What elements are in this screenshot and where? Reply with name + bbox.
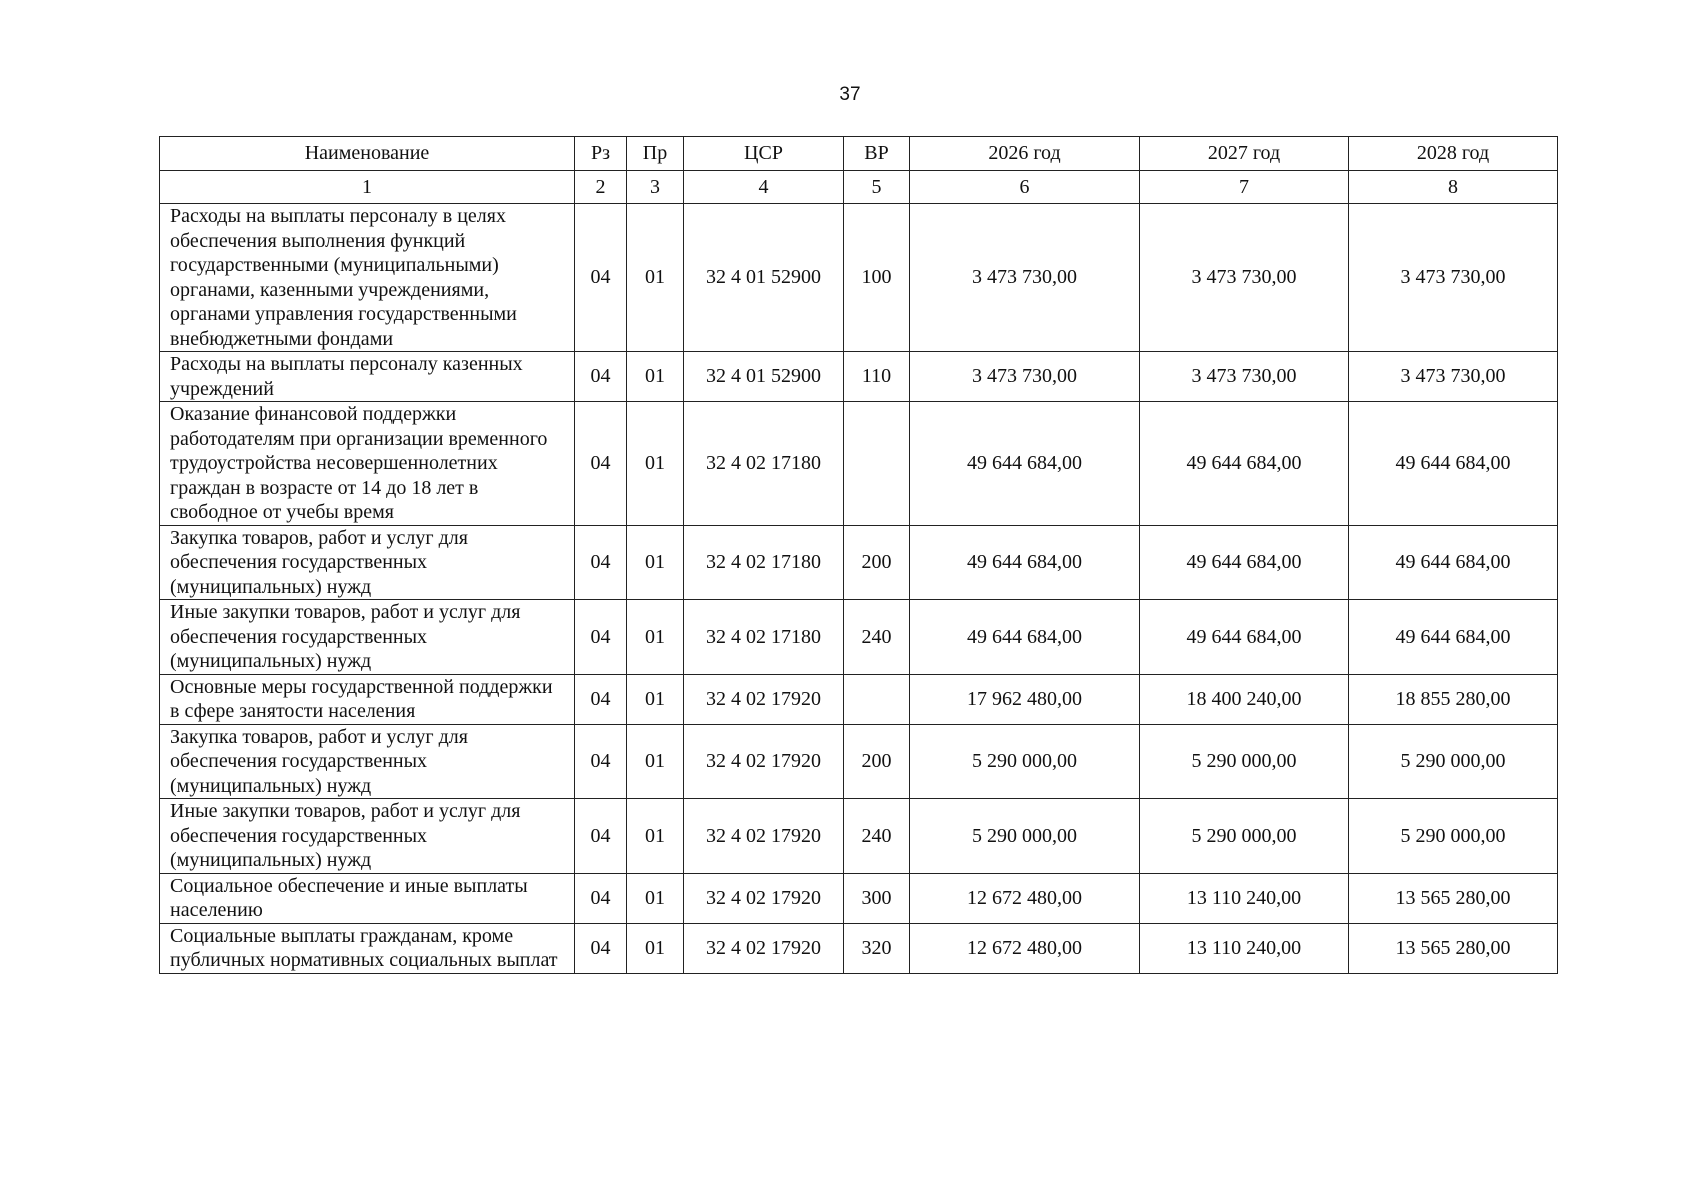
row-2026: 17 962 480,00 — [910, 674, 1140, 724]
row-rz: 04 — [575, 525, 627, 600]
row-csr: 32 4 02 17180 — [684, 600, 844, 675]
row-vr — [844, 674, 910, 724]
row-2028: 49 644 684,00 — [1349, 402, 1558, 526]
table-row — [160, 799, 1558, 874]
row-2028: 5 290 000,00 — [1349, 724, 1558, 799]
row-2028: 18 855 280,00 — [1349, 674, 1558, 724]
row-rz: 04 — [575, 600, 627, 675]
column-number: 4 — [684, 171, 844, 204]
page-number: 37 — [839, 84, 861, 105]
table-row — [160, 923, 1558, 973]
row-name: Социальное обеспечение и иные выплаты населению — [160, 873, 575, 923]
row-name: Иные закупки товаров, работ и услуг для обеспечения государственных (муниципальных) нужд — [160, 600, 575, 675]
row-2027: 5 290 000,00 — [1140, 799, 1349, 874]
column-number-row — [160, 171, 1558, 204]
row-name: Основные меры государственной поддержки в сфере занятости населения — [160, 674, 575, 724]
row-2027: 13 110 240,00 — [1140, 873, 1349, 923]
row-csr: 32 4 01 52900 — [684, 204, 844, 352]
row-2026: 12 672 480,00 — [910, 873, 1140, 923]
row-2026: 5 290 000,00 — [910, 724, 1140, 799]
header-csr: ЦСР — [684, 137, 844, 171]
row-vr: 240 — [844, 600, 910, 675]
row-rz: 04 — [575, 204, 627, 352]
header-rz: Рз — [575, 137, 627, 171]
column-number: 3 — [627, 171, 684, 204]
table-row — [160, 724, 1558, 799]
row-name: Расходы на выплаты персоналу в целях обеспечения выполнения функций государственными (муниципальными) органами, казенными учреждениями, органами управления государственными внебюджетными фондами — [160, 204, 575, 352]
row-vr: 100 — [844, 204, 910, 352]
row-pr: 01 — [627, 724, 684, 799]
row-rz: 04 — [575, 352, 627, 402]
row-vr: 200 — [844, 525, 910, 600]
row-2027: 49 644 684,00 — [1140, 402, 1349, 526]
row-2027: 3 473 730,00 — [1140, 204, 1349, 352]
column-number: 8 — [1349, 171, 1558, 204]
header-2028: 2028 год — [1349, 137, 1558, 171]
row-2028: 3 473 730,00 — [1349, 352, 1558, 402]
column-number: 5 — [844, 171, 910, 204]
row-2028: 49 644 684,00 — [1349, 525, 1558, 600]
table-row — [160, 204, 1558, 352]
row-pr: 01 — [627, 674, 684, 724]
row-pr: 01 — [627, 873, 684, 923]
row-vr: 320 — [844, 923, 910, 973]
row-pr: 01 — [627, 402, 684, 526]
row-2027: 49 644 684,00 — [1140, 525, 1349, 600]
row-csr: 32 4 02 17920 — [684, 799, 844, 874]
row-2028: 5 290 000,00 — [1349, 799, 1558, 874]
row-2028: 13 565 280,00 — [1349, 923, 1558, 973]
header-2026: 2026 год — [910, 137, 1140, 171]
row-rz: 04 — [575, 402, 627, 526]
table-row — [160, 674, 1558, 724]
row-name: Закупка товаров, работ и услуг для обеспечения государственных (муниципальных) нужд — [160, 724, 575, 799]
row-rz: 04 — [575, 799, 627, 874]
row-2027: 13 110 240,00 — [1140, 923, 1349, 973]
row-pr: 01 — [627, 600, 684, 675]
header-pr: Пр — [627, 137, 684, 171]
row-2026: 3 473 730,00 — [910, 204, 1140, 352]
row-2027: 49 644 684,00 — [1140, 600, 1349, 675]
row-2027: 18 400 240,00 — [1140, 674, 1349, 724]
row-pr: 01 — [627, 204, 684, 352]
row-name: Иные закупки товаров, работ и услуг для обеспечения государственных (муниципальных) нужд — [160, 799, 575, 874]
row-name: Социальные выплаты гражданам, кроме публичных нормативных социальных выплат — [160, 923, 575, 973]
row-csr: 32 4 02 17920 — [684, 923, 844, 973]
row-pr: 01 — [627, 923, 684, 973]
row-csr: 32 4 02 17180 — [684, 525, 844, 600]
header-2027: 2027 год — [1140, 137, 1349, 171]
row-vr — [844, 402, 910, 526]
row-csr: 32 4 02 17920 — [684, 724, 844, 799]
row-vr: 110 — [844, 352, 910, 402]
table-row — [160, 352, 1558, 402]
column-number: 2 — [575, 171, 627, 204]
row-csr: 32 4 01 52900 — [684, 352, 844, 402]
table-row — [160, 402, 1558, 526]
row-rz: 04 — [575, 923, 627, 973]
row-csr: 32 4 02 17920 — [684, 674, 844, 724]
header-name: Наименование — [160, 137, 575, 171]
row-csr: 32 4 02 17920 — [684, 873, 844, 923]
row-2026: 3 473 730,00 — [910, 352, 1140, 402]
row-2027: 3 473 730,00 — [1140, 352, 1349, 402]
row-name: Закупка товаров, работ и услуг для обеспечения государственных (муниципальных) нужд — [160, 525, 575, 600]
header-vr: ВР — [844, 137, 910, 171]
row-vr: 300 — [844, 873, 910, 923]
row-rz: 04 — [575, 873, 627, 923]
row-2028: 3 473 730,00 — [1349, 204, 1558, 352]
row-2028: 49 644 684,00 — [1349, 600, 1558, 675]
row-2026: 12 672 480,00 — [910, 923, 1140, 973]
row-2026: 49 644 684,00 — [910, 525, 1140, 600]
column-number: 1 — [160, 171, 575, 204]
table-row — [160, 525, 1558, 600]
row-vr: 240 — [844, 799, 910, 874]
row-2026: 49 644 684,00 — [910, 402, 1140, 526]
table-row — [160, 873, 1558, 923]
row-name: Оказание финансовой поддержки работодателям при организации временного трудоустройства несовершеннолетних граждан в возрасте от 14 до 18 лет в свободное от учебы время — [160, 402, 575, 526]
row-rz: 04 — [575, 724, 627, 799]
row-2027: 5 290 000,00 — [1140, 724, 1349, 799]
row-vr: 200 — [844, 724, 910, 799]
column-number: 6 — [910, 171, 1140, 204]
row-2026: 49 644 684,00 — [910, 600, 1140, 675]
row-2028: 13 565 280,00 — [1349, 873, 1558, 923]
row-pr: 01 — [627, 525, 684, 600]
column-number: 7 — [1140, 171, 1349, 204]
table-row — [160, 600, 1558, 675]
header-row — [160, 137, 1558, 171]
row-rz: 04 — [575, 674, 627, 724]
row-pr: 01 — [627, 352, 684, 402]
row-name: Расходы на выплаты персоналу казенных учреждений — [160, 352, 575, 402]
budget-table — [159, 136, 1558, 974]
row-2026: 5 290 000,00 — [910, 799, 1140, 874]
row-pr: 01 — [627, 799, 684, 874]
row-csr: 32 4 02 17180 — [684, 402, 844, 526]
